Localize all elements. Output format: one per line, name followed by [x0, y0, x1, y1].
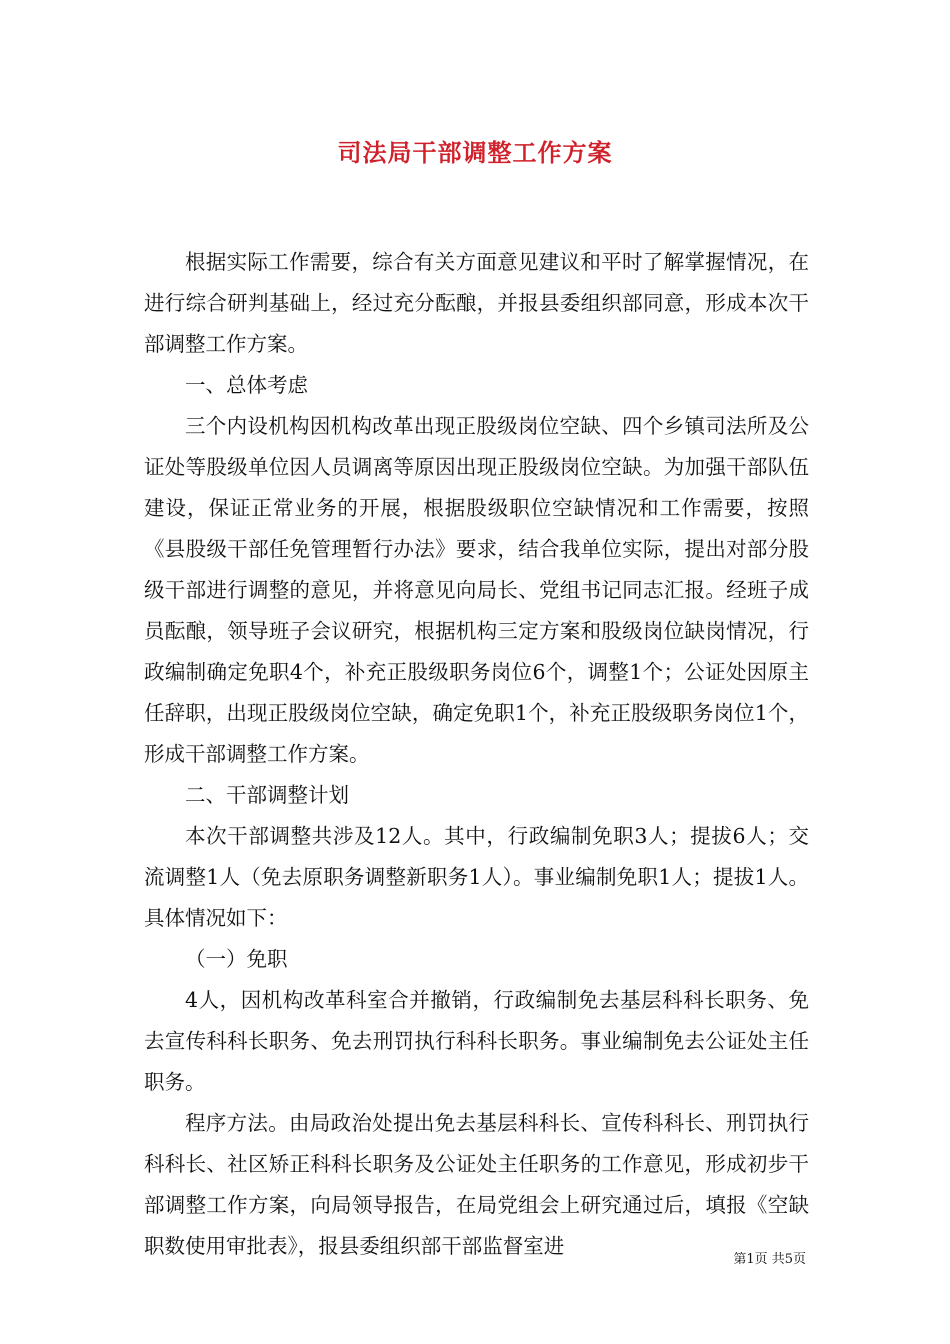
- heading-adjustment-plan: 二、干部调整计划: [185, 783, 349, 807]
- paragraph-adjustment-plan: 本次干部调整共涉及12人。其中，行政编制免职3人；提拔6人；交流调整1人（免去原职务调整新职务1人）。事业编制免职1人；提拔1人。具体情况如下：: [144, 824, 809, 930]
- page-number: 第1页 共5页: [733, 1252, 806, 1267]
- paragraph-intro: 根据实际工作需要，综合有关方面意见建议和平时了解掌握情况，在进行综合研判基础上，经过充分酝酿，并报县委组织部同意，形成本次干部调整工作方案。: [144, 250, 809, 356]
- heading-dismissal: （一）免职: [185, 947, 288, 971]
- paragraph-procedure: 程序方法。由局政治处提出免去基层科科长、宣传科科长、刑罚执行科科长、社区矫正科科长职务及公证处主任职务的工作意见，形成初步干部调整工作方案，向局领导报告，在局党组会上研究通过后，填报《空缺职数使用审批表》，报县委组织部干部监督室进: [144, 1111, 809, 1258]
- paragraph-dismissal: 4人，因机构改革科室合并撤销，行政编制免去基层科科长职务、免去宣传科科长职务、免去刑罚执行科科长职务。事业编制免去公证处主任职务。: [144, 988, 809, 1094]
- document-title: 司法局干部调整工作方案: [337, 138, 613, 167]
- heading-overall-consideration: 一、总体考虑: [185, 373, 308, 397]
- document-body: [144, 242, 809, 1267]
- paragraph-overall-consideration: 三个内设机构因机构改革出现正股级岗位空缺、四个乡镇司法所及公证处等股级单位因人员调离等原因出现正股级岗位空缺。为加强干部队伍建设，保证正常业务的开展，根据股级职位空缺情况和工作需要，按照《县股级干部任免管理暂行办法》要求，结合我单位实际，提出对部分股级干部进行调整的意见，并将意见向局长、党组书记同志汇报。经班子成员酝酿，领导班子会议研究，根据机构三定方案和股级岗位缺岗情况，行政编制确定免职4个，补充正股级职务岗位6个，调整1个；公证处因原主任辞职，出现正股级岗位空缺，确定免职1个，补充正股级职务岗位1个，形成干部调整工作方案。: [144, 414, 809, 766]
